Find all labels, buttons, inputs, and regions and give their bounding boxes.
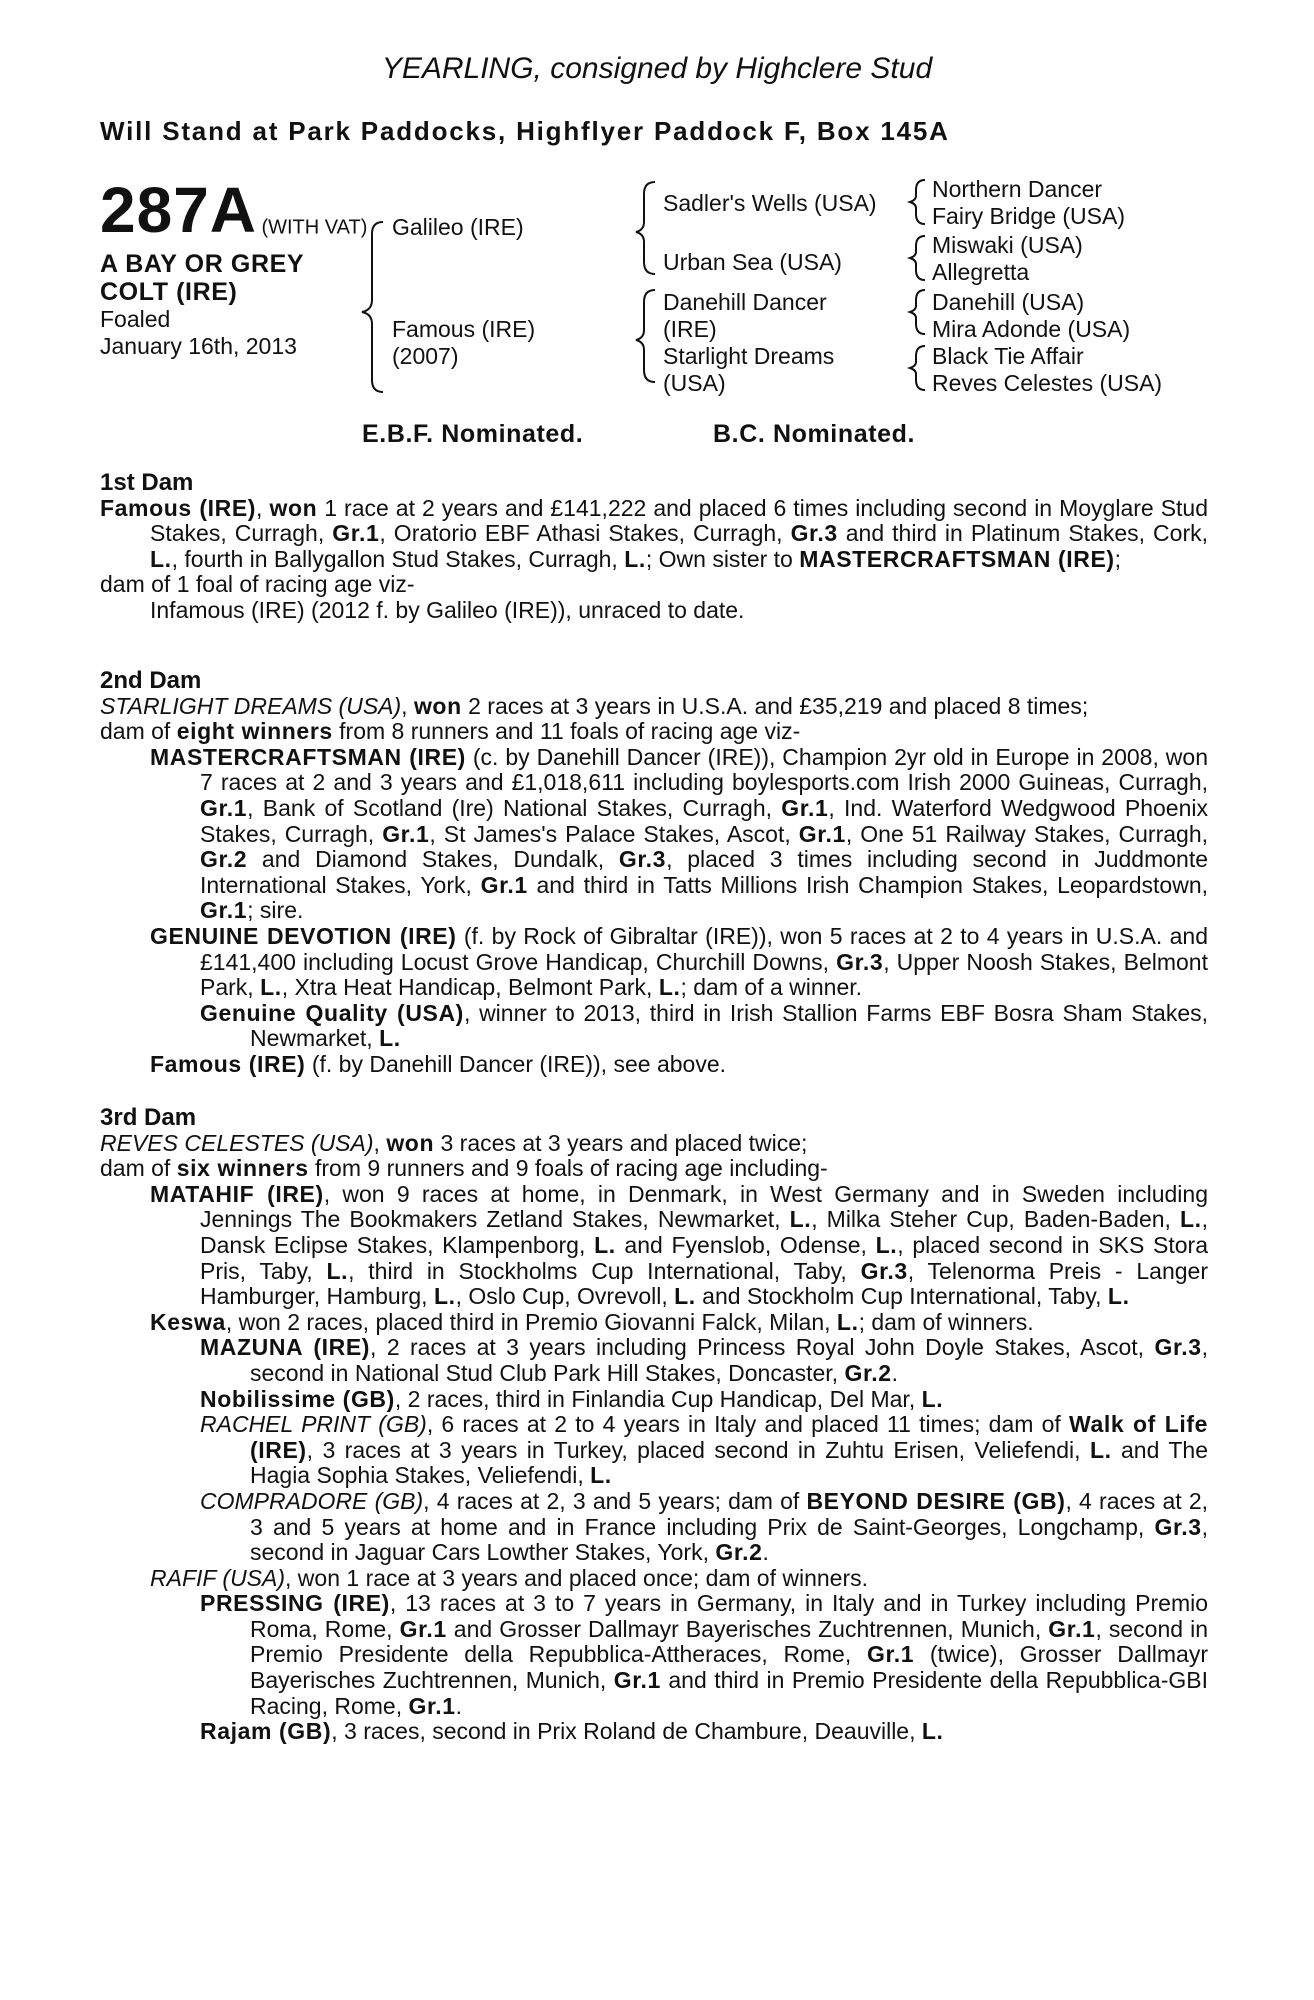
gs-5: Danehill (USA) xyxy=(932,289,1085,315)
gs-7: Black Tie Affair xyxy=(932,343,1084,369)
third-dam-section xyxy=(100,1105,1208,1745)
stand-location: Will Stand at Park Paddocks, Highflyer Paddock F, Box 145A xyxy=(100,116,950,146)
horse-name: MASTERCRAFTSMAN (IRE) xyxy=(150,743,466,770)
grade: L. xyxy=(590,1462,612,1489)
grade: Gr.1 xyxy=(408,1692,456,1719)
text: , won 2 races, placed third in Premio Giovanni Falck, Milan, xyxy=(225,1308,837,1335)
grade: Gr.3 xyxy=(860,1257,908,1284)
text: , winner to 2013, third in Irish Stallion Farms EBF Bosra Sham Stakes, Newmarket, xyxy=(250,999,1208,1052)
grade: L. xyxy=(150,545,172,572)
text: , placed 3 times including second in Juddmonte International Stakes, York, xyxy=(200,846,1208,898)
horse-name: MATAHIF (IRE) xyxy=(150,1180,324,1207)
second-dam-heading: 2nd Dam xyxy=(100,667,202,694)
brace-dam xyxy=(636,290,655,382)
grade: L. xyxy=(921,1718,944,1745)
text: and third in Premio Presidente della Repubblica-GBI Racing, Rome, xyxy=(250,1667,1209,1719)
grade: L. xyxy=(624,545,646,572)
dam-sire-2: (IRE) xyxy=(663,316,717,342)
text: and Stockholm Cup International, Taby, xyxy=(695,1283,1108,1310)
grade: Gr.3 xyxy=(1154,1334,1202,1361)
genuine-devotion-entry xyxy=(100,924,1208,1001)
text: 2 races at 3 years in U.S.A. and £35,219 and placed 8 times; xyxy=(461,692,1089,719)
mastercraftsman-entry xyxy=(100,745,1208,924)
third-dam-produce xyxy=(100,1156,1208,1182)
text: , Bank of Scotland (Ire) National Stakes, Curragh, xyxy=(247,794,782,821)
text: , fourth in Ballygallon Stud Stakes, Curragh, xyxy=(171,545,625,572)
horse-name: RACHEL PRINT (GB) xyxy=(200,1411,427,1438)
text: , 2 races, third in Finlandia Cup Handicap, Del Mar, xyxy=(394,1385,922,1412)
horse-name: Genuine Quality (USA) xyxy=(200,999,464,1026)
gs-2: Fairy Bridge (USA) xyxy=(932,203,1125,229)
third-dam-record: REVES CELESTES (USA), won 3 races at 3 years and placed twice; xyxy=(100,1129,808,1156)
text: , second in National Stud Club Park Hill Stakes, Doncaster, xyxy=(250,1334,1208,1386)
text: from 9 runners and 9 foals of racing age including- xyxy=(308,1155,828,1182)
lot-description-1: A BAY OR GREY xyxy=(100,250,305,278)
text: and Grosser Dallmayr Bayerisches Zuchtrennen, Munich, xyxy=(446,1615,1049,1642)
text: , St James's Palace Stakes, Ascot, xyxy=(429,820,799,847)
keswa-entry xyxy=(100,1310,1208,1336)
gs-6: Mira Adonde (USA) xyxy=(932,316,1131,342)
grade: Gr.3 xyxy=(1154,1513,1202,1540)
dam-dam-1: Starlight Dreams xyxy=(663,343,835,369)
text: , second in Premio Presidente della Repubblica-Attheraces, Rome, xyxy=(250,1615,1209,1668)
sister-name: MASTERCRAFTSMAN (IRE) xyxy=(799,545,1115,572)
grade: L. xyxy=(1107,1283,1130,1310)
bc-nominated: B.C. Nominated. xyxy=(713,420,916,448)
dam-dam-2: (USA) xyxy=(663,370,726,396)
grade: L. xyxy=(789,1206,812,1233)
text: and third in Platinum Stakes, Cork, xyxy=(837,520,1209,547)
third-dam-heading: 3rd Dam xyxy=(100,1104,197,1131)
rajam-entry xyxy=(100,1719,1208,1745)
grade: Gr.1 xyxy=(866,1641,915,1668)
text: , Telenorma Preis - Langer Hamburger, Hamburg, xyxy=(200,1257,1208,1310)
grade: L. xyxy=(379,1025,401,1052)
grade: L. xyxy=(260,974,282,1001)
text: , placed second in SKS Stora Pris, Taby, xyxy=(200,1231,1208,1284)
text: (twice), Grosser Dallmayr Bayerisches Zuchtrennen, Munich, xyxy=(250,1641,1208,1694)
text: ; dam of a winner. xyxy=(680,974,863,1001)
sire-sire: Sadler's Wells (USA) xyxy=(663,190,877,216)
sire-dam: Urban Sea (USA) xyxy=(663,249,842,275)
brace-dd xyxy=(910,346,925,390)
first-dam-horse: Famous (IRE) xyxy=(100,494,257,521)
text: . xyxy=(891,1359,899,1386)
gs-1: Northern Dancer xyxy=(932,176,1103,202)
matahif-entry xyxy=(100,1182,1208,1310)
text: , Upper Noosh Stakes, Belmont Park, xyxy=(200,948,1208,1001)
brace-sire xyxy=(636,182,655,274)
text: , 2 races at 3 years including Princess Royal John Doyle Stakes, Ascot, xyxy=(370,1334,1155,1361)
dam: Famous (IRE) xyxy=(392,316,536,342)
text: from 8 runners and 11 foals of racing age viz- xyxy=(332,718,801,745)
text: and Diamond Stakes, Dundalk, xyxy=(247,846,619,873)
text: , won 1 race at 3 years and placed once; dam of winners. xyxy=(285,1564,869,1591)
text: , 13 races at 3 to 7 years in Germany, in Italy and in Turkey including Premio Roma, Rome, xyxy=(250,1590,1209,1642)
grade: L. xyxy=(326,1257,349,1284)
grade: Gr.2 xyxy=(844,1359,892,1386)
grade: Gr.1 xyxy=(382,820,430,847)
text: , 3 races, second in Prix Roland de Chambure, Deauville, xyxy=(331,1718,922,1745)
text: , Dansk Eclipse Stakes, Klampenborg, xyxy=(200,1206,1209,1258)
text: (f. by Danehill Dancer (IRE)), see above. xyxy=(305,1050,726,1077)
brace-sire-dam xyxy=(362,222,383,392)
text: , third in Stockholms Cup International, Taby, xyxy=(348,1257,861,1284)
horse-name: GENUINE DEVOTION (IRE) xyxy=(150,922,457,949)
text: 3 races at 3 years and placed twice; xyxy=(434,1129,808,1156)
horse-name: PRESSING (IRE) xyxy=(200,1590,390,1617)
text: , second in Jaguar Cars Lowther Stakes, York, xyxy=(250,1513,1208,1566)
grade: L. xyxy=(875,1231,898,1258)
won-label: won xyxy=(413,692,462,719)
text: , 6 races at 2 to 4 years in Italy and placed 11 times; dam of xyxy=(426,1411,1069,1438)
horse-name: COMPRADORE (GB) xyxy=(200,1487,424,1514)
grade: L. xyxy=(433,1283,456,1310)
grade: Gr.1 xyxy=(399,1615,447,1642)
compradore-entry xyxy=(100,1489,1208,1566)
grade: L. xyxy=(658,974,681,1001)
sire: Galileo (IRE) xyxy=(392,214,524,240)
text: . xyxy=(762,1539,769,1566)
text: 1 race at 2 years and £141,222 and placed 6 times including second in Moyglare Stud Stakes, Curragh, xyxy=(150,494,1209,547)
vat-note: (WITH VAT) xyxy=(261,216,368,239)
text: ; sire. xyxy=(247,897,304,924)
first-dam-heading: 1st Dam xyxy=(100,469,194,496)
text: ; Own sister to xyxy=(645,545,800,572)
grade: Gr.1 xyxy=(613,1667,661,1694)
grade: Gr.3 xyxy=(618,846,667,873)
lot-number: 287A xyxy=(100,174,257,246)
mazuna-entry xyxy=(100,1335,1208,1386)
horse-name: Walk of Life (IRE) xyxy=(250,1411,1209,1463)
horse-name: Keswa xyxy=(150,1308,226,1335)
first-dam-record: Famous (IRE), won 1 race at 2 years and £141,222 and placed 6 times including second in Moyglare Stud Stakes, Curragh, Gr.1, Oratorio EBF Athasi Stakes, Curragh, Gr.3 and third in Platinum Stakes, Cork, L., fourth in Ballygallon Stud Stakes, Curragh, L.; Own sister to MASTERCRAFTSMAN (IRE); xyxy=(100,494,1209,572)
third-dam-horse: REVES CELESTES (USA) xyxy=(100,1129,374,1156)
text: , Ind. Waterford Wedgwood Phoenix Stakes, Curragh, xyxy=(200,794,1208,847)
grade: Gr.1 xyxy=(200,897,248,924)
text: ; dam of winners. xyxy=(858,1308,1034,1335)
won-label: won xyxy=(386,1129,435,1156)
first-dam-foals: dam of 1 foal of racing age viz- xyxy=(100,571,415,598)
horse-name: BEYOND DESIRE (GB) xyxy=(806,1487,1066,1514)
grade: Gr.1 xyxy=(1048,1615,1096,1642)
grade: L. xyxy=(1179,1206,1202,1233)
gs-3: Miswaki (USA) xyxy=(932,232,1083,258)
horse-name: RAFIF (USA) xyxy=(150,1564,286,1591)
text: and The Hagia Sophia Stakes, Veliefendi, xyxy=(250,1436,1208,1489)
famous-entry xyxy=(100,1052,1208,1078)
text: , Oratorio EBF Athasi Stakes, Curragh, xyxy=(379,520,791,547)
text: and third in Tatts Millions Irish Champion Stakes, Leopardstown, xyxy=(527,871,1208,898)
won-label: won xyxy=(269,494,318,521)
grade: Gr.1 xyxy=(798,820,846,847)
consignment-header: YEARLING, consigned by Highclere Stud xyxy=(381,52,933,85)
grade: Gr.2 xyxy=(200,846,248,873)
dam-year: (2007) xyxy=(392,343,459,369)
horse-name: Rajam (GB) xyxy=(200,1718,332,1745)
second-dam-section xyxy=(100,668,1208,1078)
dam-sire-1: Danehill Dancer xyxy=(663,289,827,315)
horse-name: Nobilissime (GB) xyxy=(200,1385,395,1412)
grade: Gr.3 xyxy=(836,948,884,975)
brace-sd xyxy=(910,236,925,280)
text: dam of xyxy=(100,718,177,745)
brace-ss xyxy=(910,180,925,224)
text: . xyxy=(455,1692,463,1719)
winners-count: eight winners xyxy=(176,718,333,745)
nobilissime-entry xyxy=(100,1387,1208,1413)
brace-ds xyxy=(910,290,925,334)
pressing-entry xyxy=(100,1591,1208,1719)
lot-description-2: COLT (IRE) xyxy=(100,278,238,306)
grade: L. xyxy=(1089,1436,1112,1463)
text: , 4 races at 2, 3 and 5 years; dam of xyxy=(423,1487,807,1514)
grade: Gr.2 xyxy=(715,1539,763,1566)
text: , 4 races at 2, 3 and 5 years at home and in France including Prix de Saint-Georges, Longchamp, xyxy=(250,1487,1209,1540)
text: , won 9 races at home, in Denmark, in West Germany and in Sweden including Jennings The Bookmakers Zetland Stakes, Newmarket, xyxy=(200,1180,1208,1233)
text: ; xyxy=(1114,545,1122,572)
grade: Gr.1 xyxy=(200,794,248,821)
text: , Xtra Heat Handicap, Belmont Park, xyxy=(281,974,659,1001)
first-dam-offspring: Infamous (IRE) (2012 f. by Galileo (IRE)), unraced to date. xyxy=(150,596,745,623)
text: , Milka Steher Cup, Baden-Baden, xyxy=(811,1206,1180,1233)
grade: L. xyxy=(921,1385,944,1412)
grade: L. xyxy=(594,1231,616,1258)
text: and Fyenslob, Odense, xyxy=(615,1231,876,1258)
text: (f. by Rock of Gibraltar (IRE)), won 5 races at 2 to 4 years in U.S.A. and £141,400 including Locust Grove Handicap, Churchill Downs, xyxy=(200,922,1208,975)
genuine-quality-entry xyxy=(100,1001,1208,1052)
text: , Oslo Cup, Ovrevoll, xyxy=(455,1283,675,1310)
second-dam-produce xyxy=(100,719,1208,745)
gs-4: Allegretta xyxy=(932,259,1030,285)
winners-count: six winners xyxy=(176,1155,309,1182)
foaled-date: January 16th, 2013 xyxy=(100,333,297,359)
grade: L. xyxy=(836,1308,859,1335)
grade: Gr.1 xyxy=(480,871,528,898)
horse-name: MAZUNA (IRE) xyxy=(200,1334,371,1361)
grade: L. xyxy=(674,1283,696,1310)
grade: Gr.1 xyxy=(781,794,829,821)
gs-8: Reves Celestes (USA) xyxy=(932,370,1163,396)
grade: Gr.1 xyxy=(332,520,380,547)
foaled-label: Foaled xyxy=(100,306,171,332)
rachel-print-entry xyxy=(100,1412,1208,1489)
text: (c. by Danehill Dancer (IRE)), Champion 2yr old in Europe in 2008, won 7 races at 2 and 3 years and £1,018,611 including boylesports.com Irish 2000 Guineas, Curragh, xyxy=(200,743,1208,796)
text: dam of xyxy=(100,1155,177,1182)
horse-name: Famous (IRE) xyxy=(150,1050,306,1077)
text: , One 51 Railway Stakes, Curragh, xyxy=(845,820,1209,847)
ebf-nominated: E.B.F. Nominated. xyxy=(362,420,584,448)
second-dam-horse: STARLIGHT DREAMS (USA) xyxy=(100,692,402,719)
rafif-entry xyxy=(100,1566,1208,1592)
text: , 3 races at 3 years in Turkey, placed second in Zuhtu Erisen, Veliefendi, xyxy=(306,1436,1090,1463)
first-dam-section xyxy=(100,470,1208,624)
second-dam-record: STARLIGHT DREAMS (USA), won 2 races at 3 years in U.S.A. and £35,219 and placed 8 times; xyxy=(100,692,1089,719)
grade: Gr.3 xyxy=(790,520,838,547)
